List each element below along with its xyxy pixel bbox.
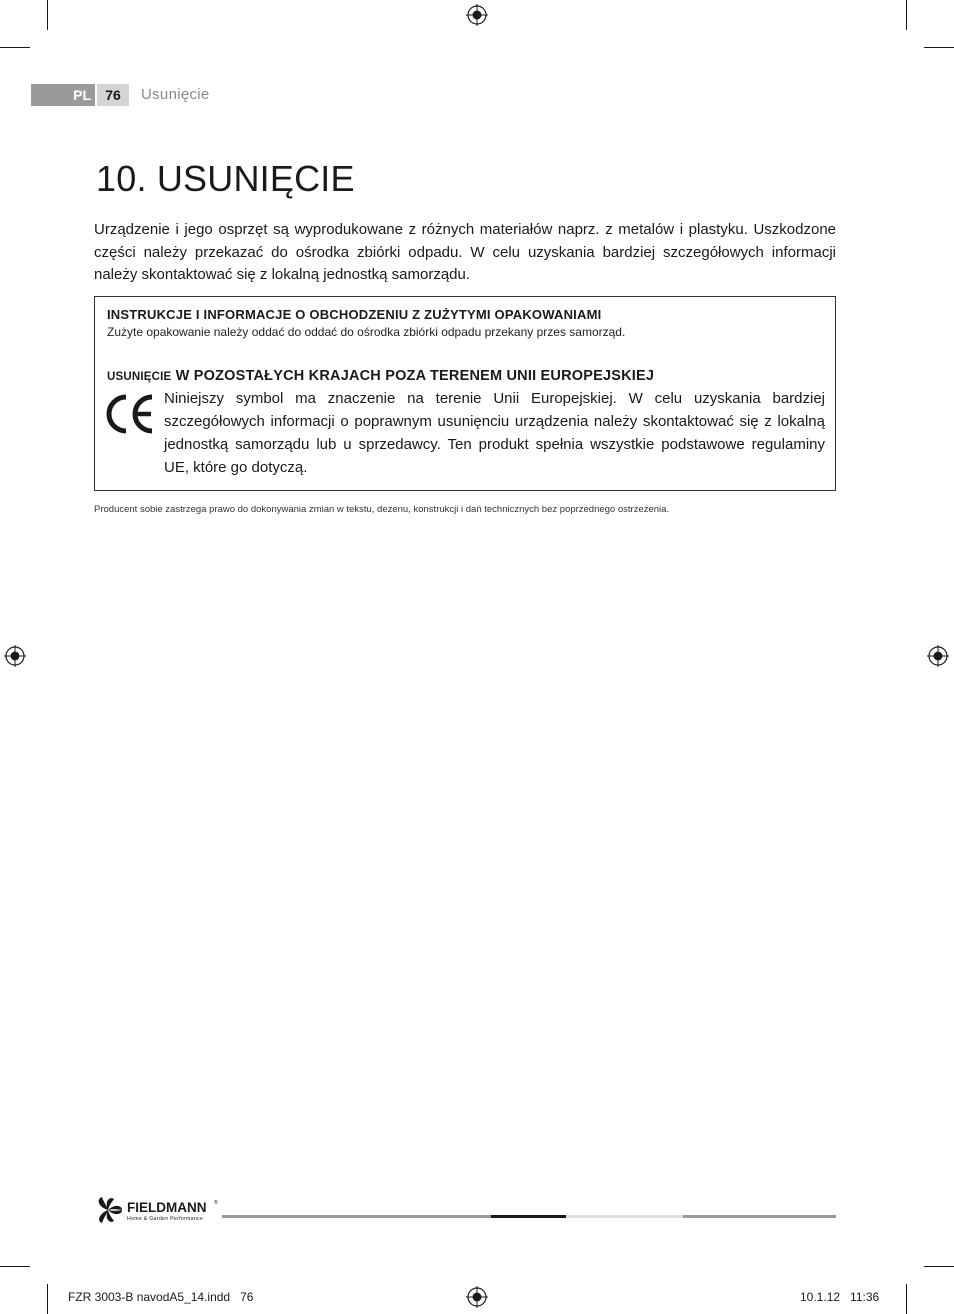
fieldmann-logo: [94, 1195, 220, 1225]
logo-brand: FIELDMANN: [127, 1200, 207, 1215]
disclaimer-note: Producent sobie zastrzega prawo do dokonywania zmian w tekstu, dezenu, konstrukcji i dań technicznych bez poprzednego ostrzeżenia.: [94, 504, 670, 515]
footer-bar-segment: [491, 1215, 566, 1218]
crop-mark: [906, 0, 907, 30]
intro-paragraph: Urządzenie i jego osprzęt są wyprodukowane z różnych materiałów naprz. z metalów i plastyku. Uszkodzone części należy przekazać do ośrodka zbiórki odpadu. W celu uzyskania bardziej szczegółowych informacji należy skontaktować się z lokalną jednostką samorządu.: [94, 221, 836, 283]
leaf-logo-icon: [99, 1197, 122, 1223]
disposal-heading: [107, 368, 654, 384]
disposal-heading-rest: W POZOSTAŁYCH KRAJACH POZA TERENEM UNII EUROPEJSKIEJ: [175, 368, 655, 384]
logo-registered: ®: [214, 1200, 218, 1206]
registration-mark-icon: [927, 645, 949, 667]
logo-tagline: Home & Garden Performance: [127, 1216, 204, 1222]
disposal-heading-prefix: USUNIĘCIE: [107, 371, 172, 383]
print-slug-date: 10.1.12 11:36: [800, 1290, 880, 1304]
crop-mark: [0, 1266, 30, 1267]
crop-mark: [47, 0, 48, 30]
footer-bar-segment: [566, 1215, 683, 1218]
ce-text: Niniejszy symbol ma znaczenie na terenie Unii Europejskiej. W celu uzyskania bardziej szczegółowych informacji o poprawnym usunięnciu urządzenia należy skontaktować się z lokalną jednostką samorządu lub u sprzedawcy. Ten produkt spełnia wszystkie podstawowe regulaminy UE, które go dotyczą.: [164, 390, 825, 476]
footer-bar-segment: [683, 1215, 836, 1218]
registration-mark-icon: [466, 1286, 488, 1308]
section-name: Usunięcie: [141, 86, 210, 103]
registration-mark-icon: [4, 645, 26, 667]
crop-mark: [0, 47, 30, 48]
registration-mark-icon: [466, 4, 488, 26]
footer-bar-segment: [222, 1215, 491, 1218]
ce-mark-icon: [106, 393, 156, 435]
crop-mark: [924, 47, 954, 48]
crop-mark: [906, 1284, 907, 1314]
crop-mark: [47, 1284, 48, 1314]
page-title: 10. USUNIĘCIE: [96, 158, 355, 199]
language-tag: PL: [31, 84, 95, 106]
print-slug-file: FZR 3003-B navodA5_14.indd 76: [68, 1290, 254, 1304]
crop-mark: [924, 1266, 954, 1267]
page-number: 76: [97, 84, 129, 106]
packaging-heading: INSTRUKCJE I INFORMACJE O OBCHODZENIU Z ZUŻYTYMI OPAKOWANIAMI: [107, 307, 602, 322]
packaging-text: Zużyte opakowanie należy oddać do oddać do ośrodka zbiórki odpadu przekany przes samorząd.: [107, 325, 626, 339]
